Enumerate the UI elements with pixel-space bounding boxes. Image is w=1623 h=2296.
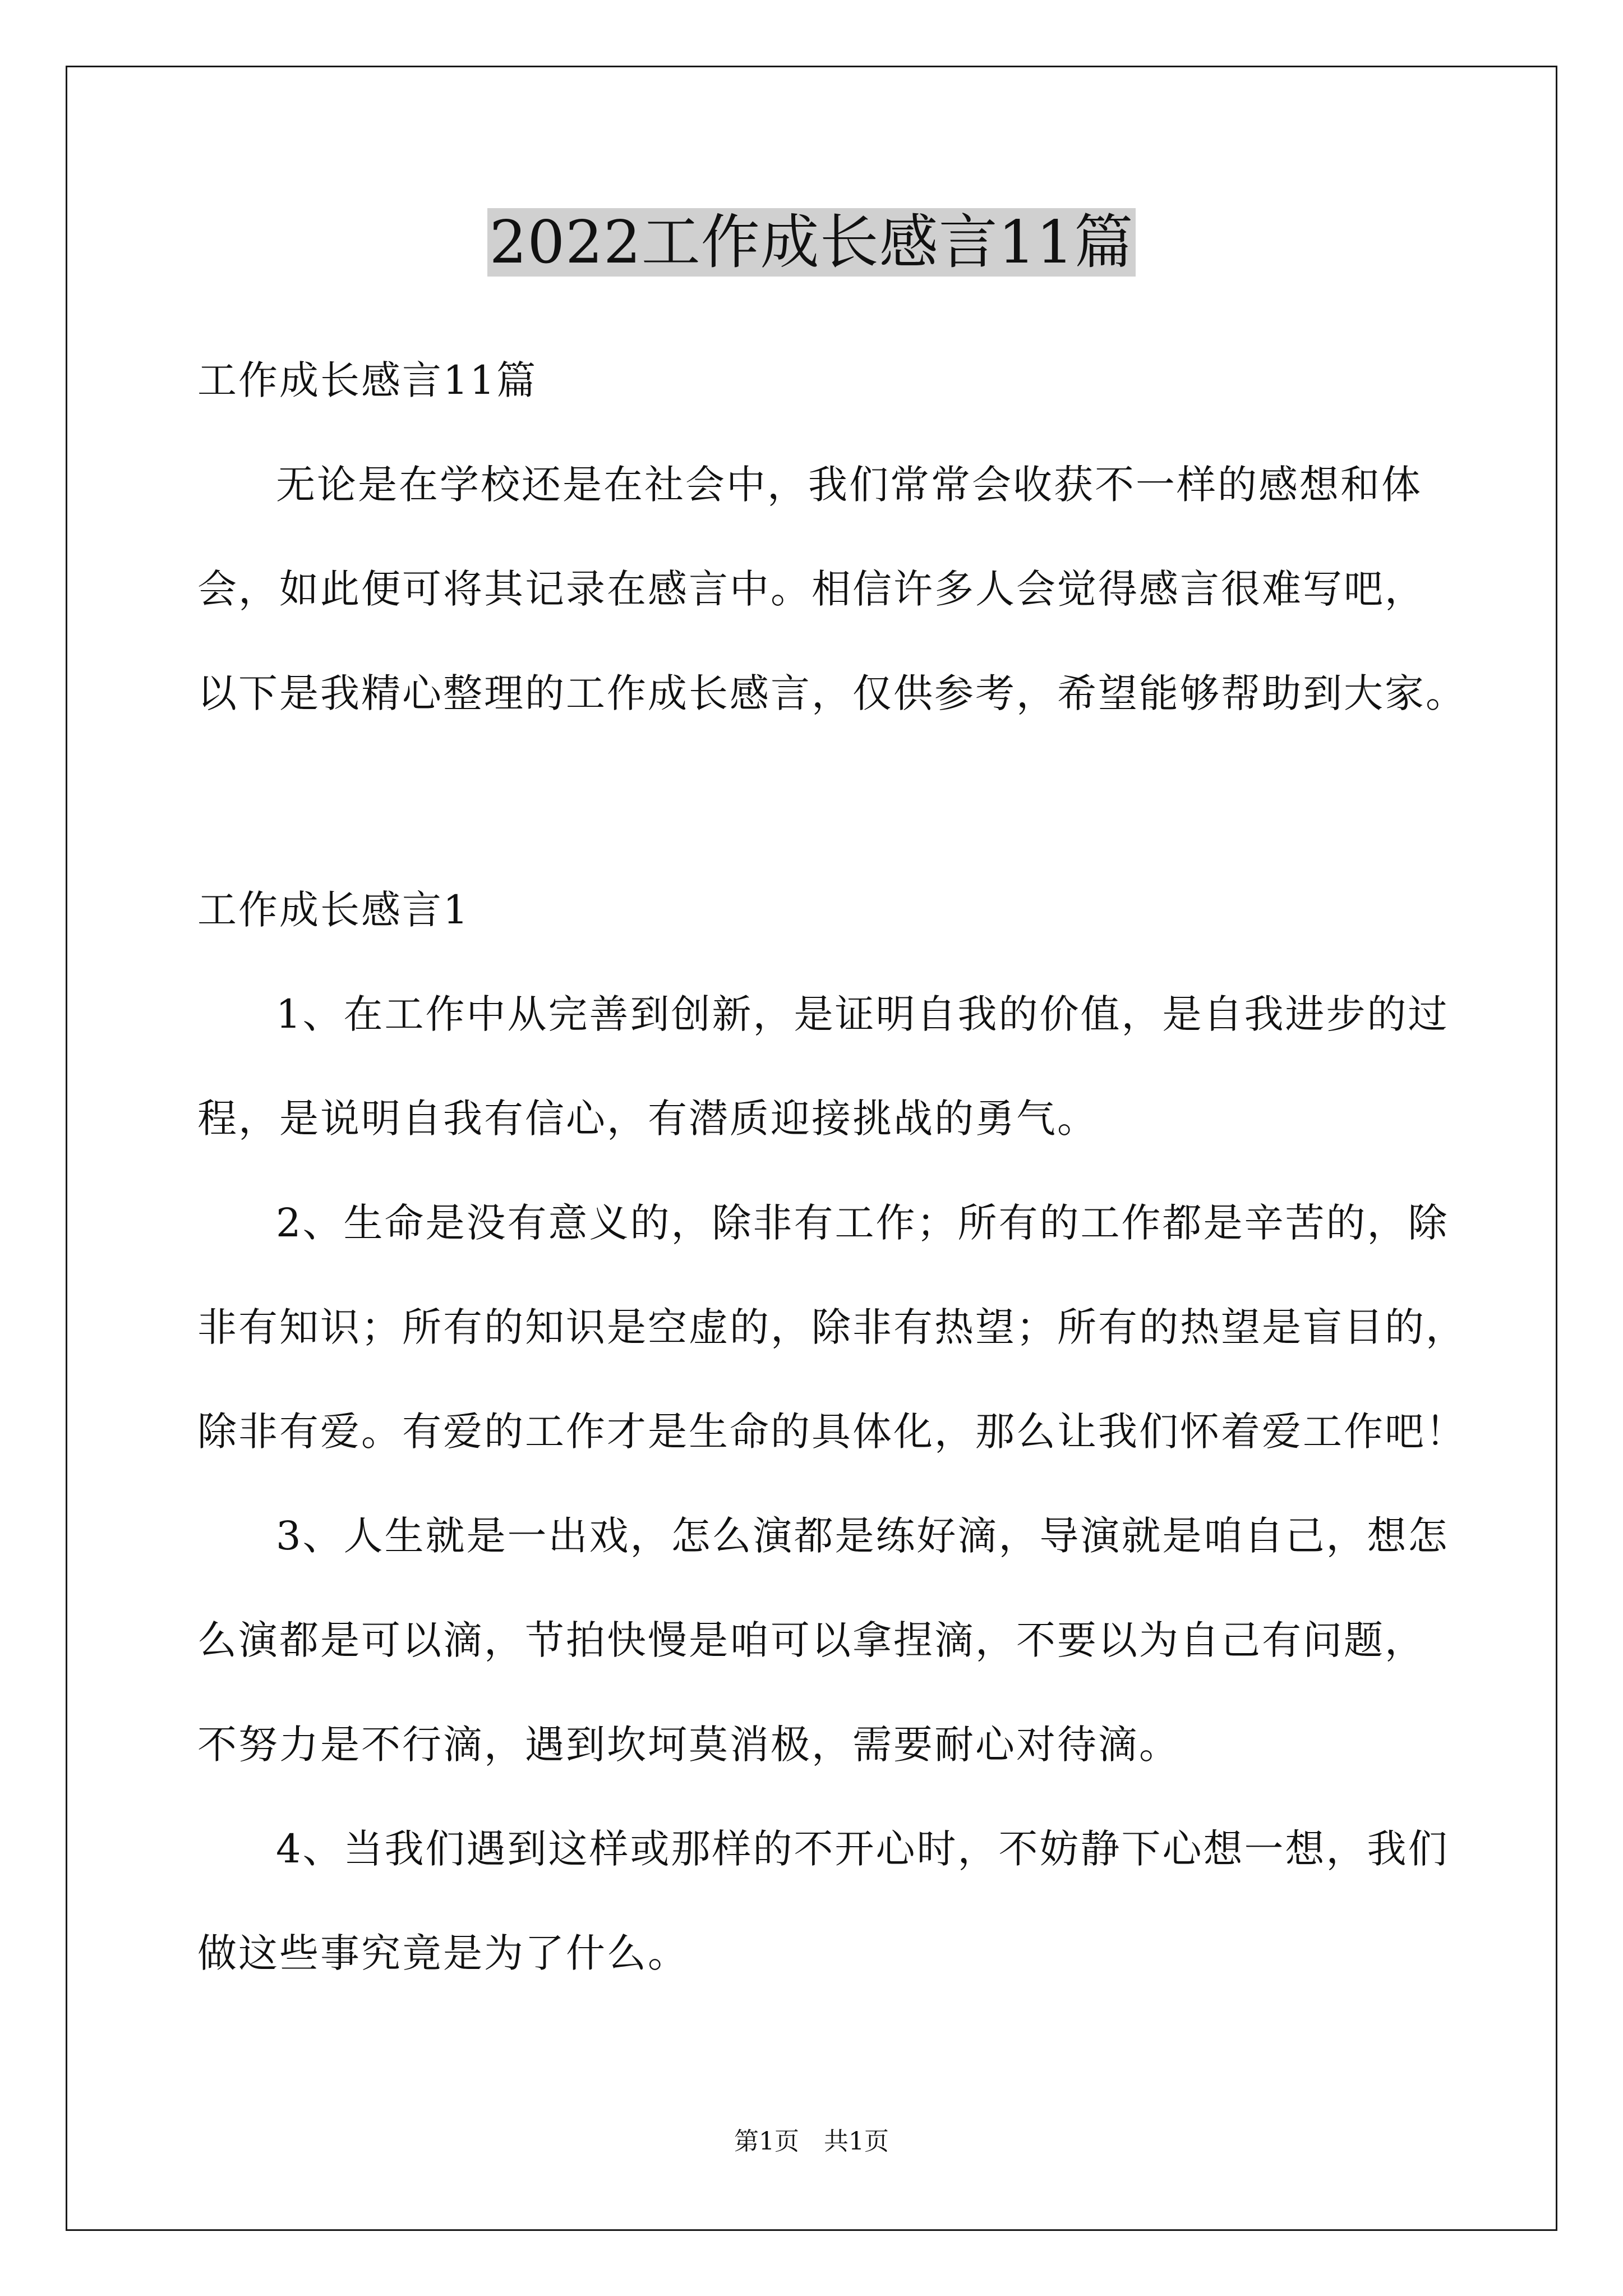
paragraph-line: 不努力是不行滴，遇到坎坷莫消极，需要耐心对待滴。 xyxy=(197,1722,1180,1768)
subtitle: 工作成长感言11篇 xyxy=(197,357,538,403)
paragraph-line: 以下是我精心整理的工作成长感言，仅供参考，希望能够帮助到大家。 xyxy=(197,670,1467,716)
page-number-footer: 第1页 共1页 xyxy=(734,2127,889,2156)
document-title-text: 2022工作成长感言11篇 xyxy=(487,208,1136,277)
document-title xyxy=(0,203,1623,282)
paragraph-line: 1、在工作中从完善到创新，是证明自我的价值，是自我进步的过 xyxy=(276,991,1449,1037)
paragraph-line: 除非有爱。有爱的工作才是生命的具体化，那么让我们怀着爱工作吧！ xyxy=(197,1409,1467,1455)
paragraph-line: 非有知识；所有的知识是空虚的，除非有热望；所有的热望是盲目的， xyxy=(197,1304,1467,1350)
paragraph-line: 4、当我们遇到这样或那样的不开心时，不妨静下心想一想，我们 xyxy=(276,1826,1449,1872)
paragraph-line: 做这些事究竟是为了什么。 xyxy=(197,1930,689,1976)
paragraph-line: 3、人生就是一出戏，怎么演都是练好滴，导演就是咱自己，想怎 xyxy=(276,1513,1449,1559)
paragraph-line: 2、生命是没有意义的，除非有工作；所有的工作都是辛苦的，除 xyxy=(276,1200,1449,1246)
section-heading: 工作成长感言1 xyxy=(197,887,470,933)
paragraph-line: 无论是在学校还是在社会中，我们常常会收获不一样的感想和体 xyxy=(276,462,1422,508)
paragraph-line: 会，如此便可将其记录在感言中。相信许多人会觉得感言很难写吧， xyxy=(197,566,1426,612)
paragraph-line: 么演都是可以滴，节拍快慢是咱可以拿捏滴，不要以为自己有问题， xyxy=(197,1617,1426,1663)
paragraph-line: 程，是说明自我有信心，有潜质迎接挑战的勇气。 xyxy=(197,1096,1098,1142)
